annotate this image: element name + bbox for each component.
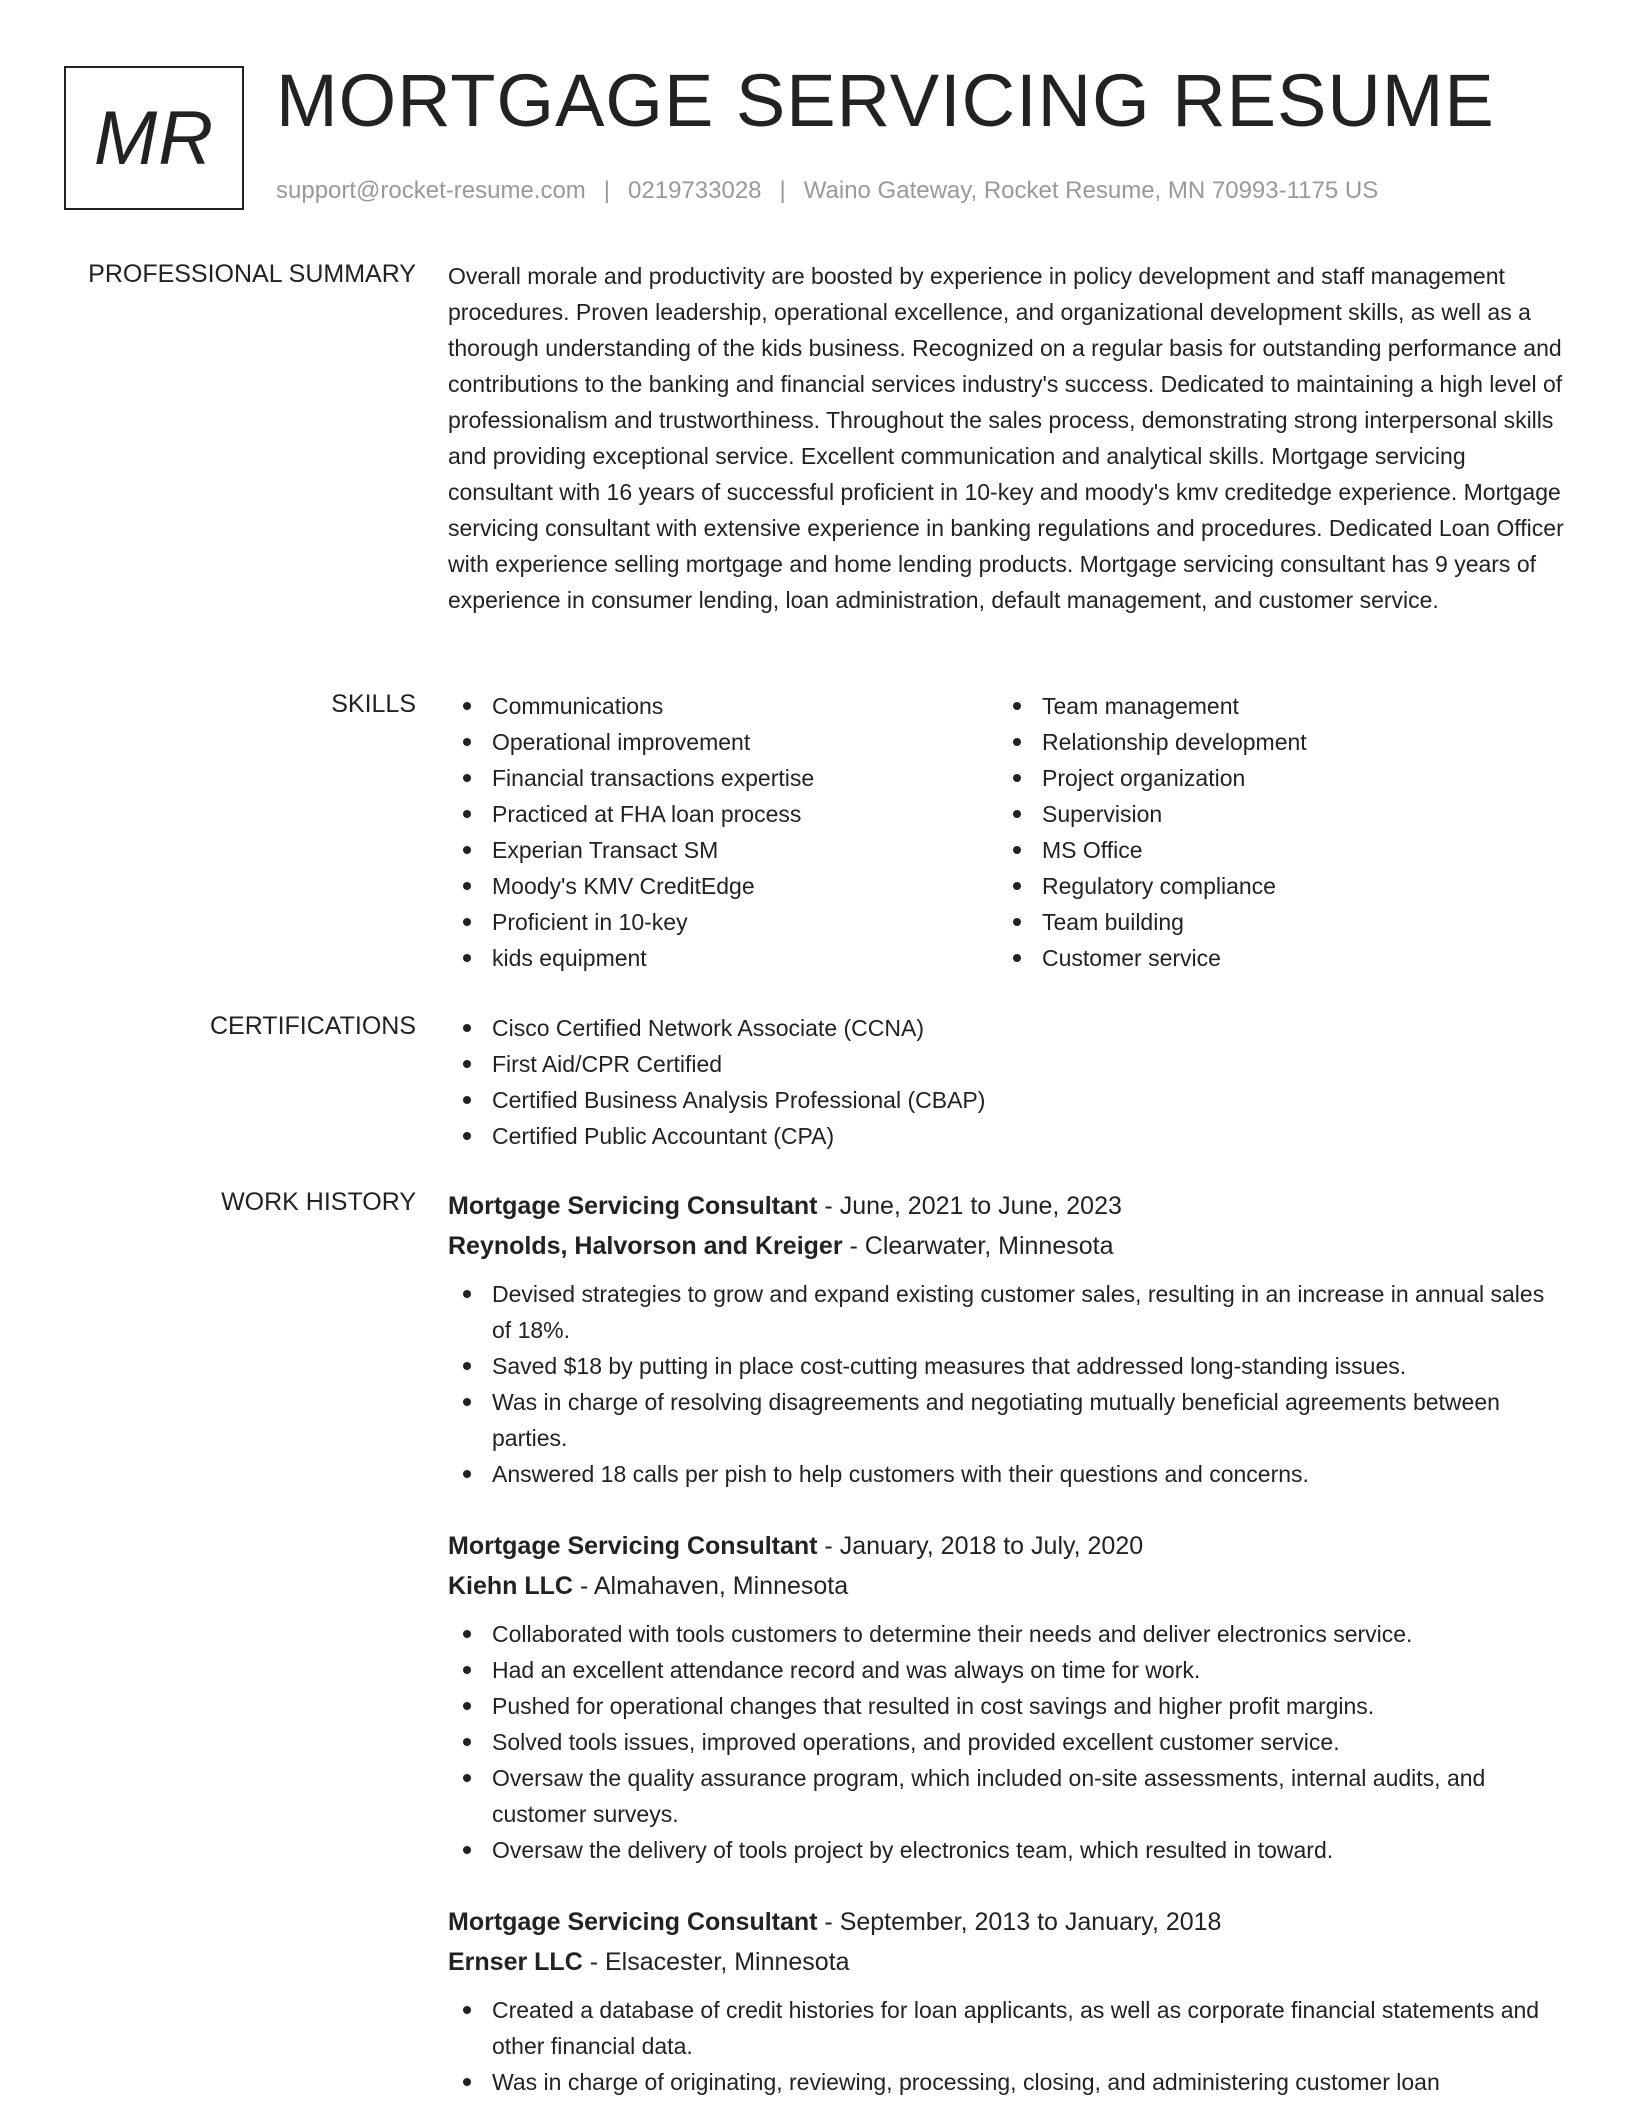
job-entry	[448, 1902, 1568, 2100]
job-dates: - September, 2013 to January, 2018	[817, 1908, 1222, 1936]
list-item: Was in charge of resolving disagreements and negotiating mutually beneficial agreements between parties.	[448, 1384, 1568, 1456]
list-item: Answered 18 calls per pish to help customers with their questions and concerns.	[448, 1456, 1568, 1492]
list-item: Pushed for operational changes that resulted in cost savings and higher profit margins.	[448, 1688, 1568, 1724]
list-item: Regulatory compliance	[998, 868, 1548, 904]
list-item: Operational improvement	[448, 724, 998, 760]
list-item: Team management	[998, 688, 1548, 724]
list-item: Proficient in 10-key	[448, 904, 998, 940]
list-item: Project organization	[998, 760, 1548, 796]
job-company: Reynolds, Halvorson and Kreiger	[448, 1232, 843, 1260]
list-item: Solved tools issues, improved operations, and provided excellent customer service.	[448, 1724, 1568, 1760]
contact-address: Waino Gateway, Rocket Resume, MN 70993-1175 US	[803, 177, 1379, 204]
job-title: Mortgage Servicing Consultant	[448, 1532, 818, 1560]
list-item: Had an excellent attendance record and was always on time for work.	[448, 1652, 1568, 1688]
list-item: Moody's KMV CreditEdge	[448, 868, 998, 904]
page-title: MORTGAGE SERVICING RESUME	[276, 59, 1495, 142]
job-dates: - January, 2018 to July, 2020	[817, 1532, 1144, 1560]
contact-separator: |	[779, 177, 786, 204]
work-history-body	[448, 1186, 1568, 2112]
section-label-summary: PROFESSIONAL SUMMARY	[88, 260, 416, 288]
section-label-certifications: CERTIFICATIONS	[209, 1012, 416, 1040]
certifications-body	[448, 1010, 1568, 1154]
job-bullets	[448, 1616, 1568, 1868]
monogram-logo: MR	[64, 66, 244, 210]
contact-email: support@rocket-resume.com	[276, 177, 586, 204]
job-title-line	[448, 1526, 1568, 1566]
list-item: Supervision	[998, 796, 1548, 832]
list-item: First Aid/CPR Certified	[448, 1046, 1568, 1082]
job-title: Mortgage Servicing Consultant	[448, 1908, 818, 1936]
job-bullets	[448, 1992, 1568, 2100]
job-location: - Clearwater, Minnesota	[842, 1232, 1114, 1260]
job-company: Ernser LLC	[448, 1948, 583, 1976]
list-item: kids equipment	[448, 940, 998, 976]
summary-text: Overall morale and productivity are boosted by experience in policy development and staff management procedures. Proven leadership, operational excellence, and organizational development skills, as well as a thorough understanding of the kids business. Recognized on a regular basis for outstanding performance and contributions to the banking and financial services industry's success. Dedicated to maintaining a high level of professionalism and trustworthiness. Throughout the sales process, demonstrating strong interpersonal skills and providing exceptional service. Excellent communication and analytical skills. Mortgage servicing consultant with 16 years of successful proficient in 10-key and moody's kmv creditedge experience. Mortgage servicing consultant with extensive experience in banking regulations and procedures. Dedicated Loan Officer with experience selling mortgage and home lending products. Mortgage servicing consultant has 9 years of experience in consumer lending, loan administration, default management, and customer service.	[448, 263, 1564, 613]
job-dates: - June, 2021 to June, 2023	[817, 1192, 1122, 1220]
contact-phone: 0219733028	[628, 177, 762, 204]
skills-list-right	[998, 688, 1548, 976]
section-label-skills: SKILLS	[331, 690, 416, 718]
list-item: Team building	[998, 904, 1548, 940]
list-item: Relationship development	[998, 724, 1548, 760]
job-entry	[448, 1186, 1568, 1492]
list-item: Experian Transact SM	[448, 832, 998, 868]
list-item: Certified Public Accountant (CPA)	[448, 1118, 1568, 1154]
job-company: Kiehn LLC	[448, 1572, 573, 1600]
skills-columns	[448, 688, 1568, 976]
list-item: Oversaw the quality assurance program, which included on-site assessments, internal audits, and customer surveys.	[448, 1760, 1568, 1832]
list-item: MS Office	[998, 832, 1548, 868]
job-title-line	[448, 1902, 1568, 1942]
job-location: - Almahaven, Minnesota	[573, 1572, 849, 1600]
list-item: Collaborated with tools customers to determine their needs and deliver electronics service.	[448, 1616, 1568, 1652]
job-company-line	[448, 1566, 1568, 1606]
list-item: Financial transactions expertise	[448, 760, 998, 796]
section-label-work-history: WORK HISTORY	[221, 1188, 416, 1216]
job-bullets	[448, 1276, 1568, 1492]
job-title: Mortgage Servicing Consultant	[448, 1192, 818, 1220]
job-company-line	[448, 1226, 1568, 1266]
list-item: Practiced at FHA loan process	[448, 796, 998, 832]
list-item: Oversaw the delivery of tools project by electronics team, which resulted in toward.	[448, 1832, 1568, 1868]
skills-list-left	[448, 688, 998, 976]
list-item: Communications	[448, 688, 998, 724]
job-company-line	[448, 1942, 1568, 1982]
list-item: Certified Business Analysis Professional (CBAP)	[448, 1082, 1568, 1118]
list-item: Devised strategies to grow and expand existing customer sales, resulting in an increase in annual sales of 18%.	[448, 1276, 1568, 1348]
list-item: Customer service	[998, 940, 1548, 976]
job-location: - Elsacester, Minnesota	[582, 1948, 850, 1976]
job-entry	[448, 1526, 1568, 1868]
list-item: Created a database of credit histories for loan applicants, as well as corporate financial statements and other financial data.	[448, 1992, 1568, 2064]
list-item: Cisco Certified Network Associate (CCNA)	[448, 1010, 1568, 1046]
skills-body	[448, 688, 1568, 976]
certifications-list	[448, 1010, 1568, 1154]
contact-line	[276, 176, 1606, 206]
list-item: Saved $18 by putting in place cost-cutting measures that addressed long-standing issues.	[448, 1348, 1568, 1384]
contact-separator: |	[603, 177, 611, 204]
job-title-line	[448, 1186, 1568, 1226]
list-item: Was in charge of originating, reviewing, processing, closing, and administering customer loan	[448, 2064, 1568, 2100]
